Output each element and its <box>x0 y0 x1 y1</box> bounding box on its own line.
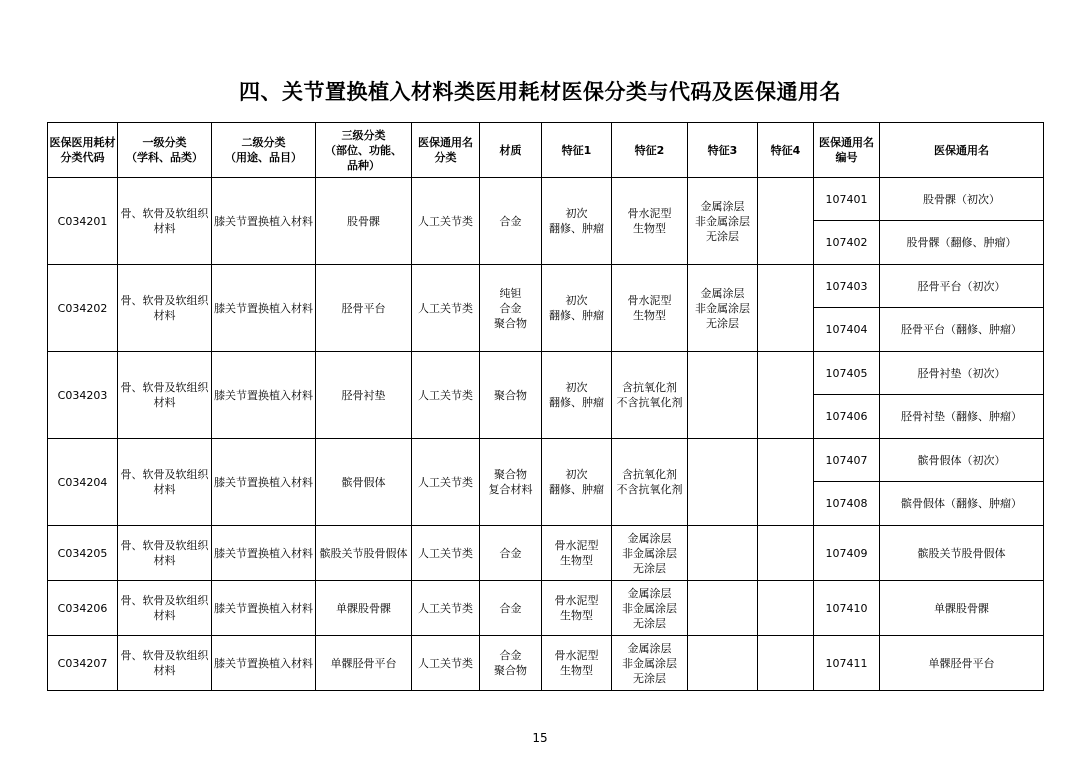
category-cell: 人工关节类 <box>412 636 480 691</box>
feature4-cell <box>758 178 814 265</box>
classification-table <box>47 122 1044 691</box>
category-cell: 人工关节类 <box>412 526 480 581</box>
name-cell: 单髁股骨髁 <box>880 581 1044 636</box>
table-header-row <box>48 123 1044 178</box>
material-cell: 聚合物 复合材料 <box>480 439 542 526</box>
feature3-cell <box>688 636 758 691</box>
number-cell: 107408 <box>814 482 880 526</box>
name-cell: 股骨髁（翻修、肿瘤） <box>880 221 1044 265</box>
number-cell: 107404 <box>814 308 880 352</box>
feature1-cell: 骨水泥型 生物型 <box>542 581 612 636</box>
feature2-cell: 金属涂层 非金属涂层 无涂层 <box>612 581 688 636</box>
feature4-cell <box>758 526 814 581</box>
code-cell: C034203 <box>48 352 118 439</box>
name-cell: 髌骨假体（初次） <box>880 439 1044 482</box>
category-cell: 人工关节类 <box>412 581 480 636</box>
name-cell: 单髁胫骨平台 <box>880 636 1044 691</box>
table-row <box>48 439 1044 482</box>
header-cell: 一级分类 （学科、品类） <box>118 123 212 178</box>
level3-cell: 单髁股骨髁 <box>316 581 412 636</box>
feature3-cell: 金属涂层 非金属涂层 无涂层 <box>688 265 758 352</box>
number-cell: 107407 <box>814 439 880 482</box>
feature3-cell <box>688 526 758 581</box>
number-cell: 107401 <box>814 178 880 221</box>
header-cell: 特征1 <box>542 123 612 178</box>
level2-cell: 膝关节置换植入材料 <box>212 178 316 265</box>
feature4-cell <box>758 352 814 439</box>
header-cell: 特征2 <box>612 123 688 178</box>
feature2-cell: 骨水泥型 生物型 <box>612 265 688 352</box>
name-cell: 股骨髁（初次） <box>880 178 1044 221</box>
level2-cell: 膝关节置换植入材料 <box>212 581 316 636</box>
code-cell: C034205 <box>48 526 118 581</box>
level1-cell: 骨、软骨及软组织 材料 <box>118 265 212 352</box>
level3-cell: 股骨髁 <box>316 178 412 265</box>
level2-cell: 膝关节置换植入材料 <box>212 636 316 691</box>
number-cell: 107406 <box>814 395 880 439</box>
page-number: 15 <box>532 731 548 745</box>
name-cell: 胫骨平台（翻修、肿瘤） <box>880 308 1044 352</box>
category-cell: 人工关节类 <box>412 265 480 352</box>
level1-cell: 骨、软骨及软组织 材料 <box>118 581 212 636</box>
header-cell: 医保通用名 分类 <box>412 123 480 178</box>
code-cell: C034204 <box>48 439 118 526</box>
material-cell: 合金 <box>480 178 542 265</box>
header-cell: 二级分类 （用途、品目） <box>212 123 316 178</box>
header-cell: 材质 <box>480 123 542 178</box>
table-row <box>48 265 1044 308</box>
number-cell: 107405 <box>814 352 880 395</box>
feature3-cell: 金属涂层 非金属涂层 无涂层 <box>688 178 758 265</box>
name-cell: 胫骨衬垫（翻修、肿瘤） <box>880 395 1044 439</box>
name-cell: 胫骨衬垫（初次） <box>880 352 1044 395</box>
feature1-cell: 骨水泥型 生物型 <box>542 636 612 691</box>
table-row <box>48 178 1044 221</box>
header-cell: 医保通用名 编号 <box>814 123 880 178</box>
table-row <box>48 526 1044 581</box>
table-row <box>48 636 1044 691</box>
feature3-cell <box>688 581 758 636</box>
code-cell: C034201 <box>48 178 118 265</box>
feature1-cell: 骨水泥型 生物型 <box>542 526 612 581</box>
feature3-cell <box>688 439 758 526</box>
category-cell: 人工关节类 <box>412 439 480 526</box>
number-cell: 107411 <box>814 636 880 691</box>
feature2-cell: 金属涂层 非金属涂层 无涂层 <box>612 526 688 581</box>
level3-cell: 胫骨平台 <box>316 265 412 352</box>
feature4-cell <box>758 265 814 352</box>
level1-cell: 骨、软骨及软组织 材料 <box>118 178 212 265</box>
feature2-cell: 金属涂层 非金属涂层 无涂层 <box>612 636 688 691</box>
code-cell: C034207 <box>48 636 118 691</box>
header-cell: 三级分类 （部位、功能、 品种） <box>316 123 412 178</box>
page-title: 四、关节置换植入材料类医用耗材医保分类与代码及医保通用名 <box>239 80 841 104</box>
table-row <box>48 581 1044 636</box>
category-cell: 人工关节类 <box>412 178 480 265</box>
number-cell: 107409 <box>814 526 880 581</box>
feature1-cell: 初次 翻修、肿瘤 <box>542 178 612 265</box>
feature4-cell <box>758 581 814 636</box>
level3-cell: 单髁胫骨平台 <box>316 636 412 691</box>
header-cell: 特征4 <box>758 123 814 178</box>
level1-cell: 骨、软骨及软组织 材料 <box>118 352 212 439</box>
feature1-cell: 初次 翻修、肿瘤 <box>542 352 612 439</box>
level3-cell: 髌骨假体 <box>316 439 412 526</box>
header-cell: 医保医用耗材 分类代码 <box>48 123 118 178</box>
feature1-cell: 初次 翻修、肿瘤 <box>542 439 612 526</box>
feature2-cell: 含抗氧化剂 不含抗氧化剂 <box>612 439 688 526</box>
feature2-cell: 含抗氧化剂 不含抗氧化剂 <box>612 352 688 439</box>
level3-cell: 髌股关节股骨假体 <box>316 526 412 581</box>
material-cell: 纯钽 合金 聚合物 <box>480 265 542 352</box>
material-cell: 聚合物 <box>480 352 542 439</box>
number-cell: 107410 <box>814 581 880 636</box>
level2-cell: 膝关节置换植入材料 <box>212 265 316 352</box>
material-cell: 合金 <box>480 581 542 636</box>
material-cell: 合金 聚合物 <box>480 636 542 691</box>
number-cell: 107403 <box>814 265 880 308</box>
level2-cell: 膝关节置换植入材料 <box>212 352 316 439</box>
name-cell: 髌骨假体（翻修、肿瘤） <box>880 482 1044 526</box>
category-cell: 人工关节类 <box>412 352 480 439</box>
level2-cell: 膝关节置换植入材料 <box>212 439 316 526</box>
level1-cell: 骨、软骨及软组织 材料 <box>118 439 212 526</box>
level2-cell: 膝关节置换植入材料 <box>212 526 316 581</box>
name-cell: 胫骨平台（初次） <box>880 265 1044 308</box>
feature4-cell <box>758 636 814 691</box>
code-cell: C034206 <box>48 581 118 636</box>
table-row <box>48 352 1044 395</box>
header-cell: 医保通用名 <box>880 123 1044 178</box>
feature1-cell: 初次 翻修、肿瘤 <box>542 265 612 352</box>
feature4-cell <box>758 439 814 526</box>
level1-cell: 骨、软骨及软组织 材料 <box>118 636 212 691</box>
level1-cell: 骨、软骨及软组织 材料 <box>118 526 212 581</box>
feature3-cell <box>688 352 758 439</box>
header-cell: 特征3 <box>688 123 758 178</box>
number-cell: 107402 <box>814 221 880 265</box>
level3-cell: 胫骨衬垫 <box>316 352 412 439</box>
name-cell: 髌股关节股骨假体 <box>880 526 1044 581</box>
code-cell: C034202 <box>48 265 118 352</box>
feature2-cell: 骨水泥型 生物型 <box>612 178 688 265</box>
material-cell: 合金 <box>480 526 542 581</box>
